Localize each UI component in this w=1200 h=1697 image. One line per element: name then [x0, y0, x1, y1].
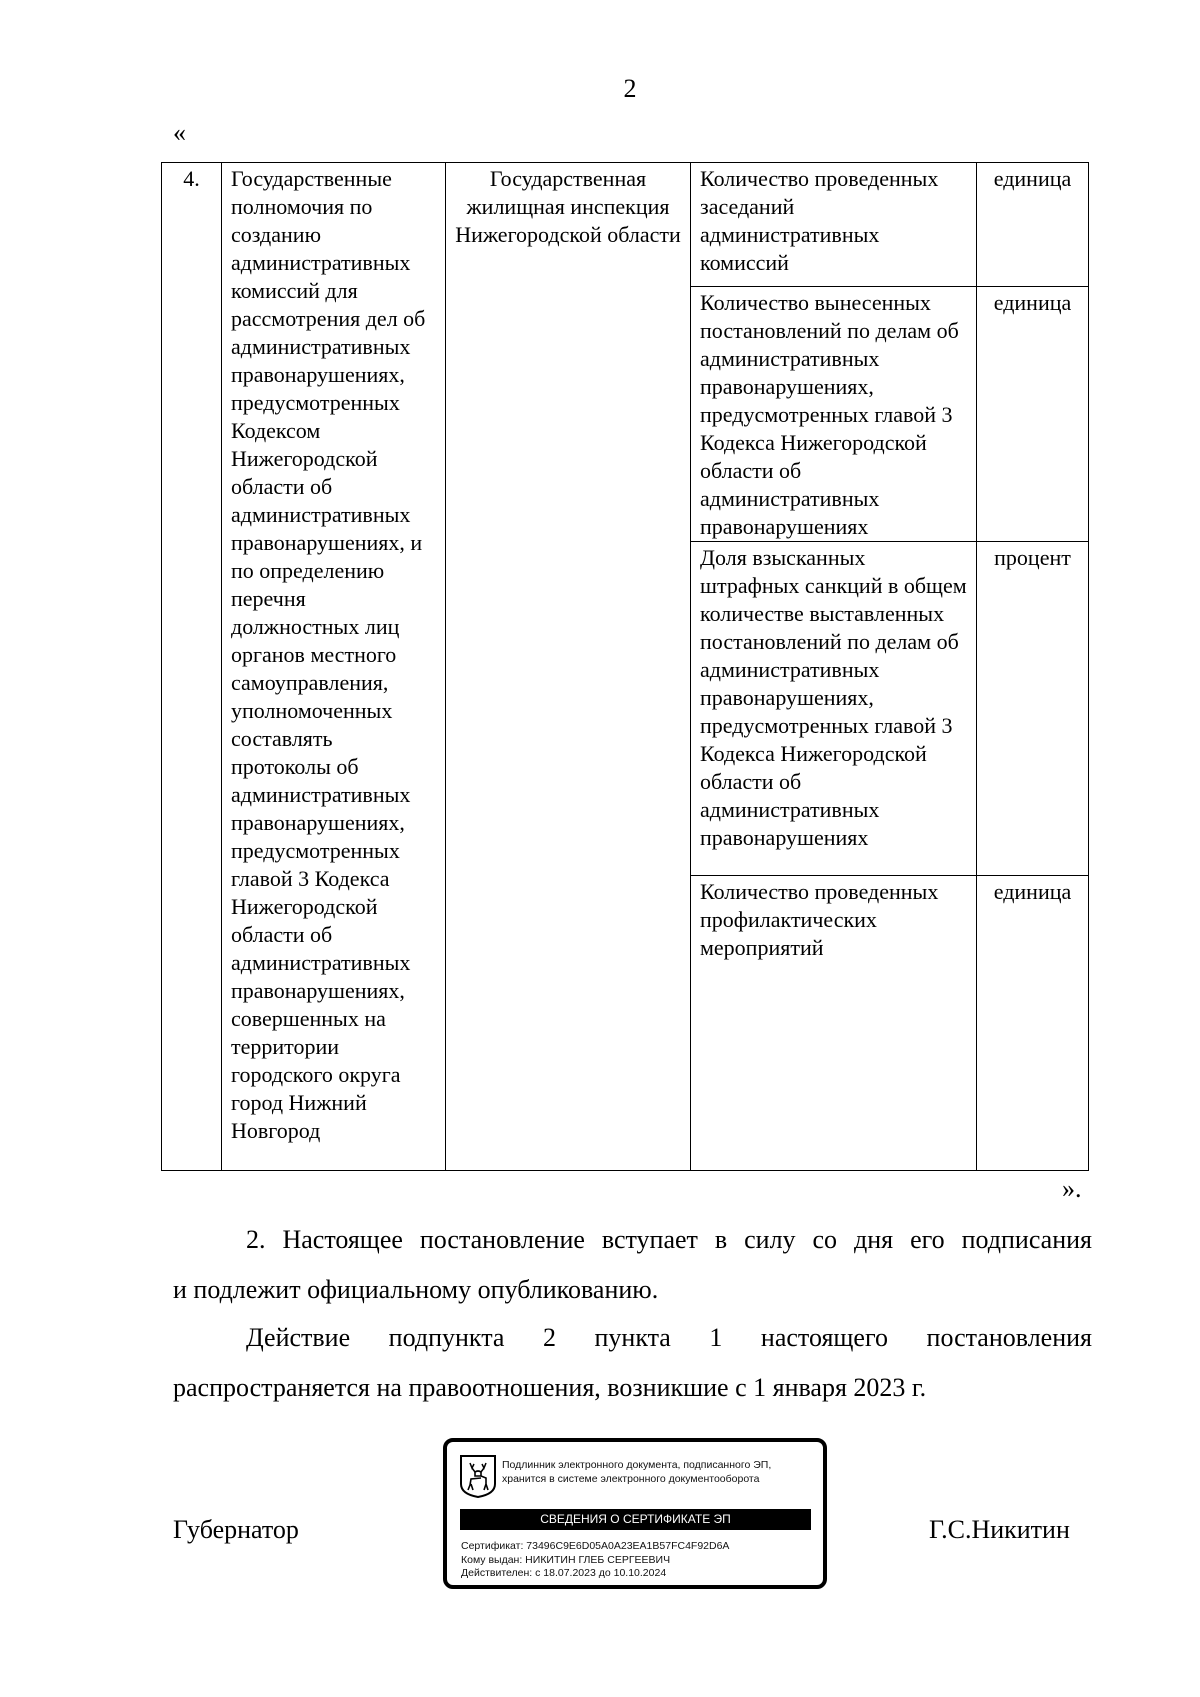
paragraph-text: и подлежит официальному опубликованию.	[173, 1275, 659, 1304]
paragraph-retroactive-effect	[173, 1313, 1092, 1413]
indicator-name: Количество проведенных профилактических мероприятий	[691, 876, 977, 1171]
row-number: 4.	[162, 163, 222, 1171]
indicator-unit: единица	[977, 876, 1089, 1171]
indicator-name: Количество вынесенных постановлений по делам об административных правонарушениях, предусмотренных главой 3 Кодекса Нижегородской области об административных правонарушениях	[691, 287, 977, 542]
certificate-details	[461, 1540, 729, 1581]
certificate-owner: Кому выдан: НИКИТИН ГЛЕБ СЕРГЕЕВИЧ	[461, 1553, 671, 1566]
indicator-name: Количество проведенных заседаний административных комиссий	[691, 163, 977, 287]
deer-emblem-icon	[459, 1454, 497, 1498]
indicator-unit: единица	[977, 287, 1089, 542]
stamp-header: СВЕДЕНИЯ О СЕРТИФИКАТЕ ЭП	[460, 1509, 811, 1530]
power-description: Государственные полномочия по созданию административных комиссий для рассмотрения дел об административных правонарушениях, предусмотренных Кодексом Нижегородской области об административных правонарушениях, и по определению перечня должностных лиц органов местного самоуправления, уполномоченных составлять протоколы об административных правонарушениях, предусмотренных главой 3 Кодекса Нижегородской области об административных правонарушениях, совершенных на территории городского округа город Нижний Новгород	[222, 163, 446, 1171]
paragraph-text: Действие подпункта 2 пункта 1 настоящего постановления	[246, 1323, 1092, 1352]
paragraph-entry-into-force	[173, 1215, 1092, 1315]
paragraph-text: распространяется на правоотношения, возникшие с 1 января 2023 г.	[173, 1373, 927, 1402]
organization-name: Государственная жилищная инспекция Нижегородской области	[446, 163, 691, 1171]
opening-quote: «	[173, 118, 186, 147]
certificate-number: Сертификат: 73496C9E6D05A0A23EA1B57FC4F92D6A	[461, 1540, 730, 1552]
indicators-table	[161, 162, 1089, 1171]
paragraph-text: 2. Настоящее постановление вступает в силу со дня его подписания	[246, 1225, 1092, 1254]
signatory-name: Г.С.Никитин	[929, 1515, 1070, 1544]
indicator-name: Доля взысканных штрафных санкций в общем количестве выставленных постановлений по делам об административных правонарушениях, предусмотренных главой 3 Кодекса Нижегородской области об административных правонарушениях	[691, 542, 977, 876]
indicator-unit: единица	[977, 163, 1089, 287]
page-number: 2	[623, 74, 637, 103]
closing-quote: ».	[1062, 1174, 1082, 1203]
electronic-signature-stamp	[443, 1438, 827, 1589]
signatory-title: Губернатор	[173, 1515, 299, 1544]
certificate-validity: Действителен: с 18.07.2023 до 10.10.2024	[461, 1567, 667, 1579]
stamp-note: Подлинник электронного документа, подписанного ЭП, хранится в системе электронного документооборота	[502, 1459, 772, 1485]
indicator-unit: процент	[977, 542, 1089, 876]
